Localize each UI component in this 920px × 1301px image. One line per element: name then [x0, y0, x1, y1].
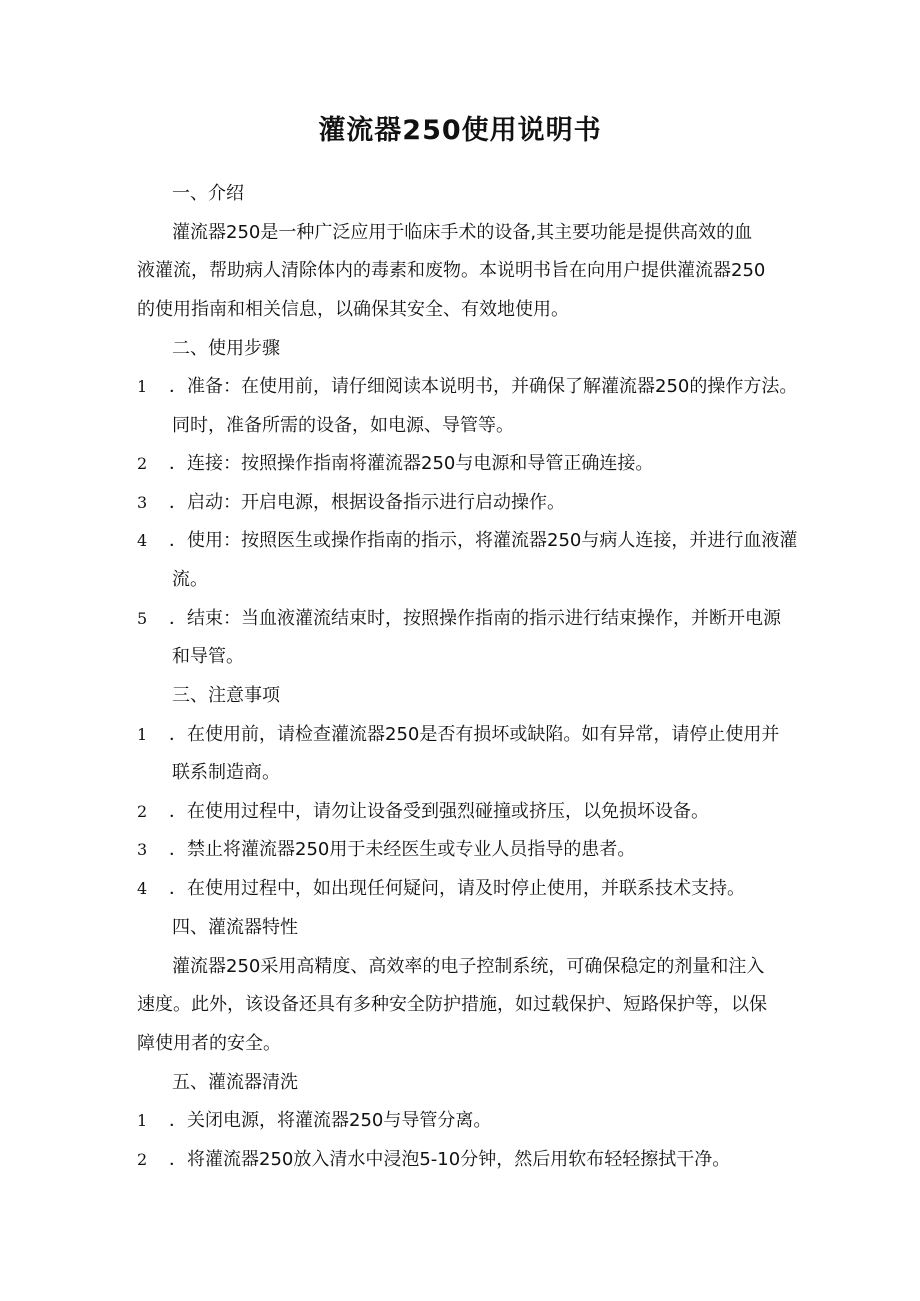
list-number: 4 [137, 531, 148, 550]
page-title: 灌流器250使用说明书 [318, 115, 602, 146]
list-item-text: ．在使用过程中，如出现任何疑问，请及时停止使用，并联系技术支持。 [169, 878, 745, 899]
list-item [137, 489, 565, 517]
list-item-text: ．连接：按照操作指南将灌流器250与电源和导管正确连接。 [169, 453, 654, 474]
section-heading-features: 四、灌流器特性 [172, 917, 298, 938]
section-heading-intro: 一、介绍 [172, 183, 244, 204]
list-number: 3 [137, 840, 148, 859]
paragraph-line: 灌流器250是一种广泛应用于临床手术的设备,其主要功能是提供高效的血 [172, 222, 753, 243]
paragraph-line: 障使用者的安全。 [137, 1033, 281, 1054]
list-item-text: ．禁止将灌流器250用于未经医生或专业人员指导的患者。 [169, 839, 636, 860]
list-number: 2 [137, 802, 148, 821]
list-number: 1 [137, 377, 148, 396]
paragraph-line: 的使用指南和相关信息，以确保其安全、有效地使用。 [137, 299, 569, 320]
list-item-text: ．关闭电源，将灌流器250与导管分离。 [169, 1110, 492, 1131]
section-heading-steps: 二、使用步骤 [172, 338, 280, 359]
section-heading-cleaning: 五、灌流器清洗 [172, 1072, 298, 1093]
list-number: 1 [137, 1111, 148, 1130]
list-number: 4 [137, 879, 148, 898]
list-item-text: ．在使用过程中，请勿让设备受到强烈碰撞或挤压，以免损坏设备。 [169, 801, 709, 822]
list-number: 2 [137, 454, 148, 473]
list-item-text: ．在使用前，请检查灌流器250是否有损坏或缺陷。如有异常，请停止使用并 [169, 724, 780, 745]
list-item-continuation: 流。 [172, 569, 208, 590]
paragraph-line: 速度。此外，该设备还具有多种安全防护措施，如过载保护、短路保护等，以保 [137, 994, 767, 1015]
list-item [137, 527, 797, 555]
list-item-text: ．结束：当血液灌流结束时，按照操作指南的指示进行结束操作，并断开电源 [169, 608, 781, 629]
list-item-text: ．将灌流器250放入清水中浸泡5-10分钟，然后用软布轻轻擦拭干净。 [169, 1149, 731, 1170]
list-item [137, 450, 653, 478]
list-item [137, 875, 745, 903]
list-item-continuation: 同时，准备所需的设备，如电源、导管等。 [172, 415, 514, 436]
paragraph-line: 液灌流，帮助病人清除体内的毒素和废物。本说明书旨在向用户提供灌流器250 [137, 260, 766, 281]
list-item [137, 1146, 730, 1174]
list-item-text: ．启动：开启电源，根据设备指示进行启动操作。 [169, 492, 565, 513]
paragraph-line: 灌流器250采用高精度、高效率的电子控制系统，可确保稳定的剂量和注入 [172, 956, 765, 977]
list-number: 5 [137, 609, 148, 628]
list-number: 1 [137, 725, 148, 744]
list-item [137, 373, 797, 401]
list-item-continuation: 联系制造商。 [172, 762, 280, 783]
section-heading-precautions: 三、注意事项 [172, 685, 280, 706]
list-item [137, 798, 709, 826]
list-item-text: ．准备：在使用前，请仔细阅读本说明书，并确保了解灌流器250的操作方法。 [169, 376, 798, 397]
list-number: 3 [137, 493, 148, 512]
list-item [137, 836, 635, 864]
list-item [137, 721, 779, 749]
list-item [137, 1107, 491, 1135]
list-item-text: ．使用：按照医生或操作指南的指示，将灌流器250与病人连接，并进行血液灌 [169, 530, 798, 551]
list-number: 2 [137, 1150, 148, 1169]
list-item-continuation: 和导管。 [172, 646, 244, 667]
list-item [137, 605, 781, 633]
